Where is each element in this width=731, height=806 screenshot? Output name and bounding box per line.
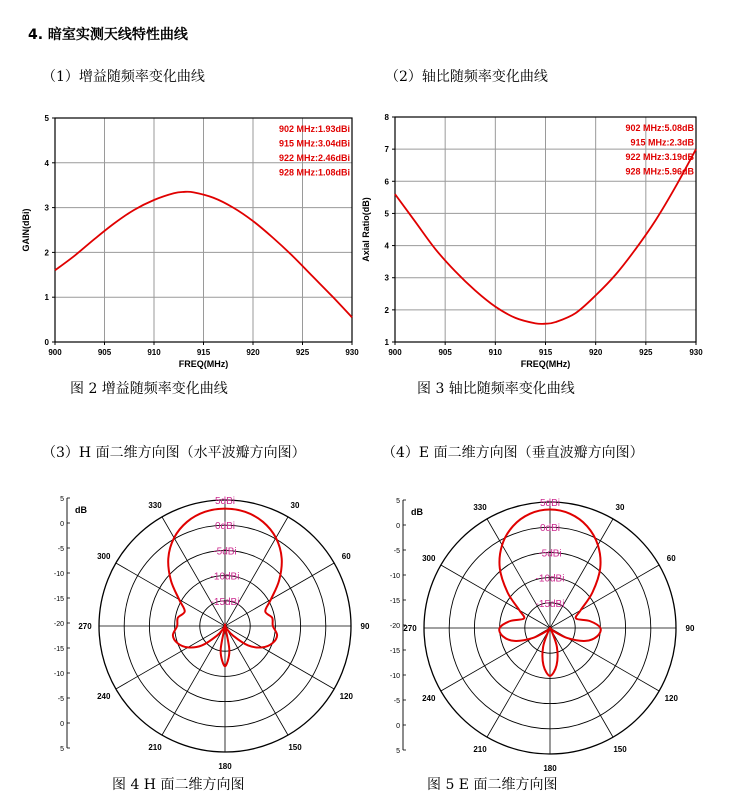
x-tick-label: 920 — [588, 348, 603, 357]
y-tick-label: 4 — [44, 158, 49, 168]
subtitle-e-plane: （4）E 面二维方向图（垂直波瓣方向图） — [382, 445, 644, 461]
caption-fig2: 图 2 增益随频率变化曲线 — [70, 381, 228, 397]
x-tick-label: 905 — [97, 348, 112, 357]
subtitle-h-plane: （3）H 面二维方向图（水平波瓣方向图） — [42, 445, 306, 461]
ring-label: 5dBi — [539, 498, 561, 509]
ring-label: -15dBi — [535, 598, 565, 610]
radial-tick-label: -20 — [53, 621, 64, 628]
x-tick-label: 910 — [147, 348, 161, 357]
ring-label: -10dBi — [210, 571, 240, 583]
radial-tick-label: -5 — [57, 546, 64, 553]
angle-label: 240 — [422, 694, 436, 703]
x-tick-label: 915 — [538, 348, 553, 357]
annotation-label: 915 MHz:2.3dB — [630, 137, 694, 148]
angle-label: 240 — [97, 692, 111, 701]
y-tick-label: 6 — [384, 177, 389, 187]
y-tick-label: 5 — [384, 209, 389, 219]
x-tick-label: 900 — [388, 348, 402, 357]
annotation-label: 922 MHz:3.19dB — [625, 152, 694, 162]
radial-tick-label: -10 — [389, 573, 400, 580]
ring-label: -5dBi — [213, 546, 237, 558]
angle-label: 90 — [685, 624, 695, 633]
ring-label: 5dBi — [214, 496, 236, 507]
x-axis-label: FREQ(MHz) — [178, 359, 229, 369]
annotation-label: 915 MHz:3.04dBi — [278, 138, 350, 149]
angle-label: 90 — [360, 622, 370, 631]
radial-tick-label: 0 — [396, 723, 400, 730]
angle-label: 60 — [666, 554, 676, 563]
ring-label: 0dBi — [539, 523, 561, 535]
caption-fig5: 图 5 E 面二维方向图 — [427, 777, 558, 793]
annotation-label: 922 MHz:2.46dBi — [278, 153, 350, 163]
e-plane-polar-chart — [365, 480, 731, 773]
x-tick-label: 930 — [689, 348, 703, 357]
x-tick-label: 915 — [196, 348, 211, 357]
radial-tick-label: -10 — [53, 571, 64, 578]
y-tick-label: 5 — [44, 114, 49, 123]
radial-tick-label: -5 — [393, 548, 400, 555]
gain-chart — [0, 100, 365, 380]
angle-label: 60 — [341, 552, 351, 561]
radial-tick-label: 0 — [60, 721, 64, 728]
ring-label: -15dBi — [210, 596, 240, 608]
radial-tick-label: -15 — [53, 596, 64, 603]
angle-label: 120 — [664, 694, 678, 703]
annotation-label: 928 MHz:1.08dBi — [278, 167, 350, 178]
y-tick-label: 8 — [384, 113, 389, 122]
radial-tick-label: -10 — [389, 673, 400, 680]
y-tick-label: 2 — [384, 305, 389, 315]
angle-label: 300 — [97, 552, 111, 561]
y-tick-label: 3 — [44, 203, 49, 213]
y-axis-label: GAIN(dBi) — [21, 208, 31, 252]
y-tick-label: 2 — [44, 248, 49, 258]
radial-tick-label: 0 — [396, 523, 400, 530]
ring-label: 0dBi — [214, 521, 236, 533]
y-tick-label: 7 — [384, 145, 389, 155]
radial-tick-label: -5 — [393, 698, 400, 705]
h-plane-polar-chart — [0, 480, 370, 771]
x-axis-label: FREQ(MHz) — [520, 359, 571, 369]
y-tick-label: 1 — [384, 338, 389, 347]
y-axis-label: Axial Ratio(dB) — [361, 197, 371, 262]
annotation-label: 902 MHz:1.93dBi — [278, 124, 350, 134]
angle-label: 180 — [218, 762, 232, 771]
y-tick-label: 4 — [384, 241, 389, 251]
subtitle-gain: （1）增益随频率变化曲线 — [42, 69, 205, 85]
angle-label: 120 — [339, 692, 353, 701]
radial-tick-label: -15 — [389, 648, 400, 655]
radial-tick-label: 5 — [60, 496, 64, 503]
angle-label: 210 — [473, 745, 487, 755]
x-tick-label: 930 — [345, 348, 359, 357]
y-tick-label: 0 — [44, 338, 49, 347]
angle-label: 270 — [403, 624, 417, 633]
radial-tick-label: 5 — [60, 746, 64, 753]
x-tick-label: 900 — [48, 348, 62, 357]
angle-label: 30 — [615, 502, 625, 512]
x-tick-label: 905 — [438, 348, 452, 357]
radial-tick-label: -5 — [57, 696, 64, 703]
unit-label: dB — [411, 507, 423, 517]
angle-label: 150 — [288, 743, 302, 753]
subtitle-axial: （2）轴比随频率变化曲线 — [385, 69, 548, 85]
angle-label: 270 — [78, 622, 92, 631]
x-tick-label: 925 — [639, 348, 653, 357]
angle-label: 150 — [613, 745, 627, 755]
angle-label: 180 — [543, 764, 557, 773]
radial-tick-label: 5 — [396, 498, 400, 505]
y-tick-label: 3 — [384, 273, 389, 283]
section-title: 4. 暗室实测天线特性曲线 — [28, 27, 188, 43]
angle-label: 330 — [473, 502, 487, 512]
radial-tick-label: 5 — [396, 748, 400, 755]
caption-fig3: 图 3 轴比随频率变化曲线 — [417, 381, 575, 397]
ring-label: -10dBi — [535, 573, 565, 585]
x-tick-label: 920 — [246, 348, 260, 357]
ring-label: -5dBi — [538, 548, 562, 560]
radial-tick-label: 0 — [60, 521, 64, 528]
radial-tick-label: -15 — [53, 646, 64, 653]
x-tick-label: 925 — [295, 348, 310, 357]
radial-tick-label: -10 — [53, 671, 64, 678]
annotation-label: 928 MHz:5.96dB — [625, 166, 694, 177]
angle-label: 300 — [422, 554, 436, 563]
radial-tick-label: -20 — [389, 623, 400, 630]
x-tick-label: 910 — [488, 348, 503, 357]
angle-label: 210 — [148, 743, 162, 753]
y-tick-label: 1 — [44, 293, 49, 303]
unit-label: dB — [75, 505, 87, 515]
axial-ratio-chart — [362, 100, 731, 380]
annotation-label: 902 MHz:5.08dB — [625, 123, 694, 133]
angle-label: 30 — [290, 500, 300, 510]
caption-fig4: 图 4 H 面二维方向图 — [112, 777, 245, 793]
angle-label: 330 — [148, 500, 162, 510]
radial-tick-label: -15 — [389, 598, 400, 605]
